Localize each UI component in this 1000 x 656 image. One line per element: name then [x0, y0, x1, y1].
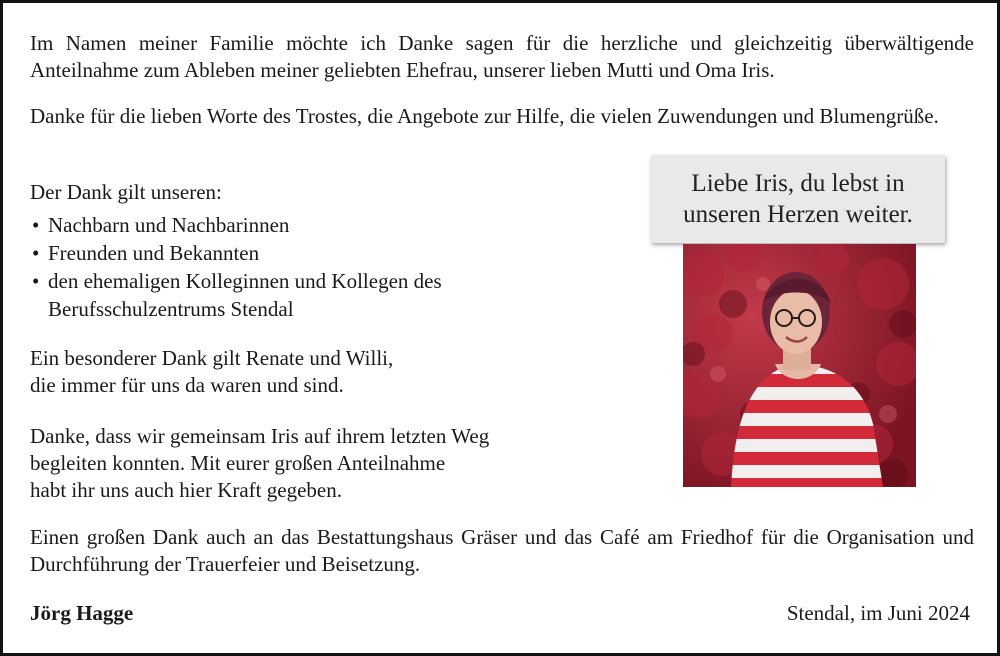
- bullet-icon: •: [32, 269, 40, 293]
- place-date: Stendal, im Juni 2024: [786, 601, 970, 625]
- signature-name: Jörg Hagge: [30, 601, 134, 625]
- thanks-paragraph: Danke für die lieben Worte des Trostes, die Angebote zur Hilfe, die vielen Zuwendungen und Blumengrüße.: [30, 104, 939, 128]
- special-thanks-paragraph: Ein besonderer Dank gilt Renate und Willi, die immer für uns da waren und sind.: [30, 346, 394, 397]
- list-item: • den ehemaligen Kolleginnen und Kollegen des Berufsschulzentrums Stendal: [32, 269, 442, 321]
- thanks-list-heading: Der Dank gilt unseren:: [30, 180, 222, 204]
- quote-box: [651, 155, 945, 243]
- bullet-icon: •: [32, 241, 40, 265]
- thanks-list: [30, 211, 590, 323]
- funeral-thanks-paragraph: Einen großen Dank auch an das Bestattungshaus Gräser und das Café am Friedhof für die Organisation und Durchführung der Trauerfeier und Beisetzung.: [30, 525, 974, 576]
- quote-line: unseren Herzen weiter.: [683, 201, 913, 228]
- intro-paragraph: Im Namen meiner Familie möchte ich Danke sagen für die herzliche und gleichzeitig überwältigende Anteilnahme zum Ableben meiner geliebten Ehefrau, unserer lieben Mutti und Oma Iris.: [30, 31, 974, 82]
- farewell-paragraph: Danke, dass wir gemeinsam Iris auf ihrem letzten Weg begleiten konnten. Mit eurer großen Anteilnahme habt ihr uns auch hier Kraft gegeben.: [30, 424, 490, 502]
- portrait-photo: [683, 244, 916, 487]
- portrait-illustration: [683, 244, 916, 487]
- list-item: • Freunden und Bekannten: [32, 241, 260, 265]
- bullet-icon: •: [32, 213, 40, 237]
- quote-line: Liebe Iris, du lebst in: [691, 170, 905, 197]
- list-item: • Nachbarn und Nachbarinnen: [32, 213, 290, 237]
